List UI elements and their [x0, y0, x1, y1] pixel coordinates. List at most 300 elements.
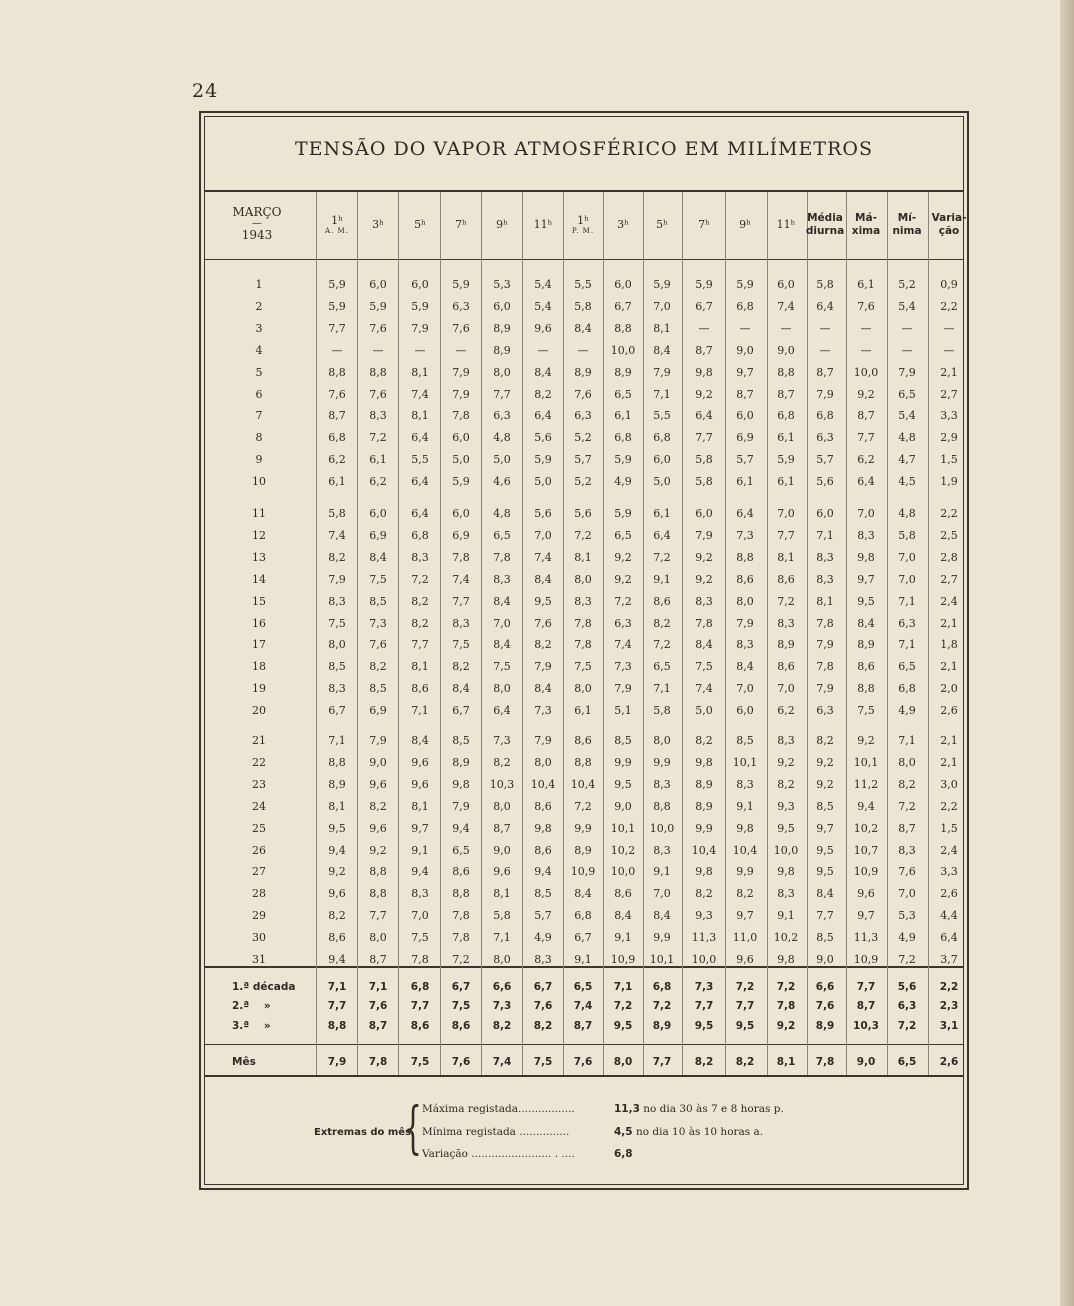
summary-cell: 8,1: [776, 1056, 796, 1068]
table-cell: 4,8: [898, 431, 916, 445]
row-day: 3: [255, 321, 263, 335]
table-cell: 8,5: [452, 734, 470, 747]
column-header-sub: xima: [851, 225, 881, 237]
table-cell: 8,9: [493, 343, 511, 357]
table-cell: 8,0: [493, 365, 511, 379]
table-cell: 6,1: [328, 475, 346, 489]
summary-cell: 7,8: [368, 1056, 388, 1068]
table-cell: 7,3: [369, 616, 387, 630]
table-cell: 9,4: [411, 865, 429, 879]
table-cell: 8,4: [493, 594, 511, 608]
table-cell: 8,2: [369, 799, 387, 813]
table-cell: 9,0: [369, 755, 387, 769]
table-row: [0, 800, 1074, 820]
summary-cell: 8,8: [327, 1020, 347, 1032]
table-cell: 9,9: [614, 755, 632, 769]
table-cell: 8,3: [653, 843, 671, 857]
table-cell: 9,1: [411, 843, 429, 857]
row-day: 28: [252, 887, 266, 901]
table-cell: 7,2: [411, 572, 429, 586]
month-label: MARÇO: [232, 205, 282, 219]
table-cell: —: [943, 321, 955, 335]
table-cell: 5,6: [816, 475, 834, 489]
extreme-max-note: no dia 30 às 7 e 8 horas p.: [639, 1103, 784, 1115]
table-cell: 7,6: [369, 638, 387, 652]
summary-cell: 2,2: [939, 981, 959, 993]
table-cell: 7,9: [695, 528, 713, 542]
summary-cell: 7,6: [573, 1056, 593, 1068]
table-cell: 6,4: [534, 409, 552, 423]
column-header: [441, 205, 481, 245]
table-cell: 9,7: [411, 821, 429, 835]
table-cell: 10,4: [570, 777, 596, 791]
table-cell: 5,4: [898, 299, 916, 313]
table-cell: 5,8: [328, 507, 346, 520]
table-row: [0, 431, 1074, 451]
table-cell: 1,9: [940, 475, 958, 489]
table-cell: 7,9: [816, 387, 834, 401]
summary-cell: 6,8: [652, 981, 672, 993]
table-cell: 3,3: [940, 865, 958, 879]
table-cell: 8,9: [452, 755, 470, 769]
table-cell: 4,8: [493, 431, 511, 445]
column-header-sub: ção: [938, 225, 960, 237]
table-cell: 10,2: [610, 843, 636, 857]
column-header-sub: P. M.: [571, 227, 595, 236]
table-cell: 7,6: [369, 321, 387, 335]
table-cell: 5,9: [369, 299, 387, 313]
table-cell: 7,9: [614, 682, 632, 696]
table-cell: 6,1: [777, 431, 795, 445]
table-cell: 9,5: [816, 865, 834, 879]
summary-cell: 7,7: [652, 1056, 672, 1068]
table-cell: 7,7: [777, 528, 795, 542]
column-header: [482, 205, 522, 245]
column-header-sub: A. M.: [325, 227, 349, 236]
table-cell: 6,0: [695, 507, 713, 520]
table-cell: 8,9: [695, 777, 713, 791]
table-cell: 6,8: [574, 909, 592, 923]
table-cell: 5,8: [816, 278, 834, 291]
table-cell: 5,6: [534, 431, 552, 445]
summary-cell: 7,9: [327, 1056, 347, 1068]
table-row: [0, 573, 1074, 593]
summary-cell: 7,3: [492, 1000, 512, 1012]
column-header: [725, 205, 765, 245]
row-day: 11: [252, 507, 266, 520]
table-cell: 7,9: [736, 616, 754, 630]
table-cell: 6,5: [614, 528, 632, 542]
table-cell: —: [331, 343, 343, 357]
extreme-max-number: 11,3: [614, 1103, 640, 1115]
table-cell: 5,2: [574, 475, 592, 489]
table-cell: 8,8: [574, 755, 592, 769]
table-cell: 7,1: [898, 594, 916, 608]
table-row: [0, 529, 1074, 549]
table-cell: 0,9: [940, 278, 958, 291]
table-cell: 7,9: [898, 365, 916, 379]
table-cell: 7,2: [574, 799, 592, 813]
row-day: 12: [252, 528, 266, 542]
table-cell: 9,4: [328, 953, 346, 966]
table-cell: 7,0: [736, 682, 754, 696]
table-cell: 5,9: [777, 453, 795, 467]
table-cell: 10,4: [530, 777, 556, 791]
table-row: [0, 887, 1074, 907]
column-header: [603, 205, 643, 245]
summary-cell: 10,3: [853, 1020, 879, 1032]
table-cell: 8,2: [695, 887, 713, 901]
table-cell: 7,9: [452, 365, 470, 379]
summary-cell: 6,6: [492, 981, 512, 993]
column-header: [523, 205, 563, 245]
table-cell: —: [414, 343, 426, 357]
table-cell: 8,4: [369, 550, 387, 564]
table-cell: 9,1: [614, 931, 632, 945]
table-cell: 8,1: [411, 409, 429, 423]
table-row: [0, 617, 1074, 637]
summary-cell: 2,6: [939, 1056, 959, 1068]
extreme-variation-text: Variação ........................ . ....: [422, 1148, 575, 1160]
table-cell: —: [372, 343, 384, 357]
table-cell: 7,1: [653, 387, 671, 401]
table-cell: 8,3: [816, 572, 834, 586]
table-cell: 8,3: [777, 734, 795, 747]
table-cell: 9,2: [777, 755, 795, 769]
table-cell: 7,8: [411, 953, 429, 966]
table-cell: 9,7: [736, 365, 754, 379]
table-cell: 5,9: [452, 278, 470, 291]
table-cell: 8,4: [653, 909, 671, 923]
table-cell: 9,6: [411, 755, 429, 769]
table-cell: 10,9: [853, 865, 879, 879]
table-row: [0, 595, 1074, 615]
summary-cell: 7,8: [776, 1000, 796, 1012]
table-cell: 9,0: [493, 843, 511, 857]
table-cell: 9,2: [695, 387, 713, 401]
table-cell: 6,1: [574, 704, 592, 718]
table-row: [0, 844, 1074, 864]
table-cell: 7,7: [452, 594, 470, 608]
table-cell: 8,3: [857, 528, 875, 542]
table-cell: 8,1: [653, 321, 671, 335]
table-cell: 6,8: [328, 431, 346, 445]
table-cell: 5,1: [614, 704, 632, 718]
table-cell: 6,8: [898, 682, 916, 696]
table-cell: 8,7: [328, 409, 346, 423]
summary-cell: 6,5: [573, 981, 593, 993]
summary-row: [0, 981, 1074, 1001]
table-cell: 4,9: [898, 704, 916, 718]
table-cell: 7,6: [328, 387, 346, 401]
table-cell: 8,0: [653, 734, 671, 747]
table-cell: 6,0: [816, 507, 834, 520]
table-cell: 10,0: [853, 365, 879, 379]
table-cell: 7,3: [493, 734, 511, 747]
table-cell: 6,5: [898, 660, 916, 674]
table-cell: 8,5: [369, 594, 387, 608]
table-cell: 8,9: [777, 638, 795, 652]
table-cell: 7,0: [653, 887, 671, 901]
table-cell: 8,7: [898, 821, 916, 835]
table-cell: 7,0: [857, 507, 875, 520]
table-cell: 2,9: [940, 431, 958, 445]
table-cell: 9,8: [695, 755, 713, 769]
table-cell: 5,6: [574, 507, 592, 520]
column-header: [929, 205, 969, 245]
table-cell: 8,6: [614, 887, 632, 901]
summary-cell: 3,1: [939, 1020, 959, 1032]
table-cell: 5,0: [534, 475, 552, 489]
table-cell: 8,6: [857, 660, 875, 674]
table-cell: 9,0: [816, 953, 834, 966]
table-cell: 10,2: [773, 931, 799, 945]
table-cell: 5,9: [695, 278, 713, 291]
table-cell: —: [860, 343, 872, 357]
table-cell: 9,9: [736, 865, 754, 879]
row-day: 6: [255, 387, 263, 401]
table-cell: 8,2: [736, 887, 754, 901]
column-header: [358, 205, 398, 245]
table-cell: 6,0: [452, 431, 470, 445]
table-cell: 8,5: [816, 799, 834, 813]
table-cell: 8,3: [777, 616, 795, 630]
table-cell: 2,1: [940, 734, 958, 747]
row-day: 23: [252, 777, 266, 791]
table-cell: 7,7: [411, 638, 429, 652]
table-cell: 9,2: [816, 755, 834, 769]
column-header-main: 7ʰ: [698, 218, 710, 232]
table-cell: 6,5: [452, 843, 470, 857]
table-cell: 8,8: [653, 799, 671, 813]
table-cell: 10,4: [691, 843, 717, 857]
row-day: 18: [252, 660, 266, 674]
table-cell: —: [901, 321, 913, 335]
table-cell: 8,2: [534, 387, 552, 401]
summary-cell: 8,7: [573, 1020, 593, 1032]
table-cell: 8,3: [777, 887, 795, 901]
column-header-main: 11ʰ: [776, 218, 796, 232]
table-cell: 6,0: [736, 409, 754, 423]
summary-cell: 7,2: [652, 1000, 672, 1012]
table-cell: 8,2: [695, 734, 713, 747]
table-cell: —: [901, 343, 913, 357]
table-cell: 7,9: [534, 734, 552, 747]
table-cell: 1,8: [940, 638, 958, 652]
table-cell: 9,5: [857, 594, 875, 608]
table-cell: 7,5: [695, 660, 713, 674]
table-cell: 8,0: [328, 638, 346, 652]
table-cell: 7,2: [369, 431, 387, 445]
table-cell: 7,0: [898, 550, 916, 564]
table-cell: 6,8: [614, 431, 632, 445]
extreme-max-text: Máxima registada.................: [422, 1103, 575, 1115]
column-header-main: Varia-: [931, 212, 967, 225]
table-cell: 8,0: [493, 682, 511, 696]
table-row: [0, 638, 1074, 658]
table-cell: 9,2: [328, 865, 346, 879]
table-cell: —: [739, 321, 751, 335]
table-cell: 8,0: [493, 799, 511, 813]
table-cell: 10,3: [489, 777, 515, 791]
table-cell: 9,8: [452, 777, 470, 791]
table-row: [0, 756, 1074, 776]
summary-cell: 6,7: [533, 981, 553, 993]
extreme-min-text: Mínima registada ...............: [422, 1126, 570, 1138]
extreme-min-value: [614, 1126, 763, 1144]
brace-glyph: {: [404, 1096, 422, 1161]
table-cell: 6,8: [816, 409, 834, 423]
table-cell: 2,4: [940, 843, 958, 857]
table-cell: 5,7: [816, 453, 834, 467]
table-cell: 6,8: [736, 299, 754, 313]
table-row: [0, 660, 1074, 680]
summary-cell: 9,0: [856, 1056, 876, 1068]
column-header-main: 11ʰ: [533, 218, 553, 232]
row-day: 30: [252, 931, 266, 945]
table-cell: 6,7: [614, 299, 632, 313]
column-header-main: 1ʰ: [577, 214, 589, 228]
table-cell: 10,1: [610, 821, 636, 835]
table-cell: 7,9: [816, 682, 834, 696]
table-cell: 7,4: [777, 299, 795, 313]
table-cell: 4,6: [493, 475, 511, 489]
summary-cell: 6,7: [451, 981, 471, 993]
table-cell: —: [537, 343, 549, 357]
table-cell: 7,7: [328, 321, 346, 335]
column-header-main: 3ʰ: [372, 218, 384, 232]
summary-cell: 8,2: [694, 1056, 714, 1068]
table-cell: 6,0: [736, 704, 754, 718]
summary-cell: 7,3: [694, 981, 714, 993]
summary-cell: 6,5: [897, 1056, 917, 1068]
table-cell: 8,4: [493, 638, 511, 652]
table-cell: 6,5: [614, 387, 632, 401]
table-cell: 8,2: [816, 734, 834, 747]
table-cell: 8,2: [328, 909, 346, 923]
table-cell: 7,9: [411, 321, 429, 335]
table-cell: 5,7: [574, 453, 592, 467]
table-cell: 7,8: [493, 550, 511, 564]
table-cell: 4,5: [898, 475, 916, 489]
table-cell: 8,4: [614, 909, 632, 923]
table-cell: 9,7: [736, 909, 754, 923]
table-cell: 8,1: [816, 594, 834, 608]
table-cell: 1,5: [940, 453, 958, 467]
table-cell: 9,2: [695, 550, 713, 564]
table-cell: 7,9: [816, 638, 834, 652]
table-cell: 5,0: [695, 704, 713, 718]
row-day: 20: [252, 704, 266, 718]
table-row: [0, 704, 1074, 724]
table-cell: 10,9: [570, 865, 596, 879]
table-cell: 8,9: [328, 777, 346, 791]
summary-cell: 7,6: [451, 1056, 471, 1068]
summary-cell: 8,6: [410, 1020, 430, 1032]
table-cell: 7,8: [452, 931, 470, 945]
table-cell: 9,0: [736, 343, 754, 357]
table-cell: 2,6: [940, 704, 958, 718]
table-cell: 7,4: [614, 638, 632, 652]
row-day: 1: [255, 278, 263, 291]
summary-cell: 7,7: [327, 1000, 347, 1012]
table-cell: 8,2: [411, 616, 429, 630]
table-cell: 2,8: [940, 550, 958, 564]
table-cell: 8,4: [411, 734, 429, 747]
table-cell: 6,5: [898, 387, 916, 401]
table-cell: 7,2: [653, 638, 671, 652]
table-cell: 9,5: [614, 777, 632, 791]
column-header-main: 1ʰ: [331, 214, 343, 228]
table-cell: 8,2: [777, 777, 795, 791]
table-cell: 7,5: [857, 704, 875, 718]
table-cell: 6,9: [452, 528, 470, 542]
table-cell: 8,8: [777, 365, 795, 379]
table-cell: 2,5: [940, 528, 958, 542]
table-cell: 8,9: [493, 321, 511, 335]
table-cell: 6,3: [816, 704, 834, 718]
row-day: 21: [252, 734, 266, 747]
table-cell: 7,7: [369, 909, 387, 923]
table-row: [0, 507, 1074, 527]
table-cell: 8,7: [736, 387, 754, 401]
table-cell: 6,5: [653, 660, 671, 674]
table-cell: 8,0: [369, 931, 387, 945]
table-cell: 7,9: [452, 387, 470, 401]
row-day: 4: [255, 343, 263, 357]
table-cell: 7,6: [898, 865, 916, 879]
table-cell: 7,4: [452, 572, 470, 586]
table-cell: 8,6: [736, 572, 754, 586]
table-cell: 10,0: [773, 843, 799, 857]
summary-cell: 6,6: [815, 981, 835, 993]
summary-cell: 7,7: [694, 1000, 714, 1012]
extreme-max-value: [614, 1103, 784, 1121]
table-cell: 8,4: [534, 572, 552, 586]
table-cell: 5,0: [493, 453, 511, 467]
row-day: 7: [255, 409, 263, 423]
table-cell: 8,2: [493, 755, 511, 769]
column-header: [317, 205, 357, 245]
rule-above-month: [204, 1044, 964, 1045]
table-cell: 5,9: [653, 278, 671, 291]
table-cell: 5,4: [898, 409, 916, 423]
table-cell: 7,0: [653, 299, 671, 313]
extremes-label: Extremas do mês: [314, 1127, 412, 1138]
table-cell: 8,0: [736, 594, 754, 608]
table-cell: 8,8: [369, 887, 387, 901]
summary-cell: 8,9: [815, 1020, 835, 1032]
table-cell: 10,7: [853, 843, 879, 857]
table-cell: 5,0: [452, 453, 470, 467]
table-cell: 8,1: [574, 550, 592, 564]
table-cell: 9,2: [614, 572, 632, 586]
table-cell: 10,0: [649, 821, 675, 835]
table-cell: 8,8: [369, 865, 387, 879]
table-cell: 2,7: [940, 572, 958, 586]
table-cell: 6,4: [816, 299, 834, 313]
row-day: 2: [255, 299, 263, 313]
table-cell: 7,9: [452, 799, 470, 813]
table-cell: 9,9: [695, 821, 713, 835]
summary-cell: 7,2: [613, 1000, 633, 1012]
table-cell: 5,9: [614, 507, 632, 520]
row-day: 27: [252, 865, 266, 879]
table-cell: 8,5: [534, 887, 552, 901]
table-cell: 7,1: [816, 528, 834, 542]
table-cell: 10,2: [853, 821, 879, 835]
table-cell: 9,4: [534, 865, 552, 879]
